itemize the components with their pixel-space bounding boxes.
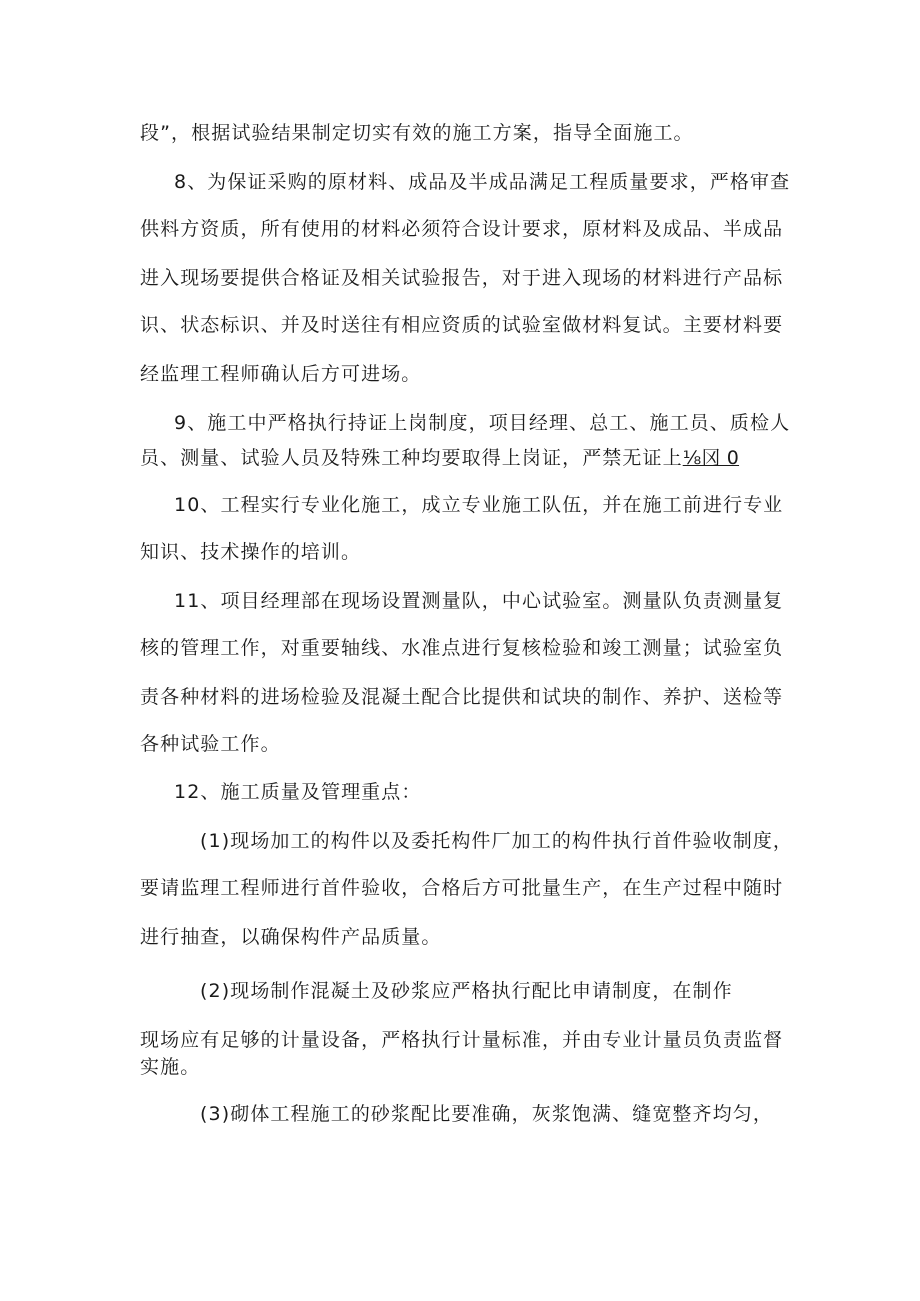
- paragraph-line: (1)现场加工的构件以及委托构件厂加工的构件执行首件验收制度，: [200, 830, 794, 852]
- paragraph-line: 10、工程实行专业化施工，成立专业施工队伍，并在施工前进行专业: [174, 494, 784, 516]
- paragraph-line: 进入现场要提供合格证及相关试验报告，对于进入现场的材料进行产品标: [140, 267, 784, 289]
- paragraph-line: 核的管理工作，对重要轴线、水准点进行复核检验和竣工测量；试验室负: [140, 637, 784, 659]
- paragraph-line: 12、施工质量及管理重点：: [174, 781, 422, 803]
- paragraph-line: 责各种材料的进场检验及混凝土配合比提供和试块的制作、养护、送检等: [140, 686, 784, 708]
- paragraph-line: 段”，根据试验结果制定切实有效的施工方案，指导全面施工。: [140, 122, 694, 144]
- paragraph-line: 知识、技术操作的培训。: [140, 541, 362, 563]
- paragraph-line: 识、状态标识、并及时送往有相应资质的试验室做材料复试。主要材料要: [140, 314, 784, 336]
- paragraph-line: (3)砌体工程施工的砂浆配比要准确，灰浆饱满、缝宽整齐均匀，: [200, 1103, 773, 1125]
- paragraph-line: 供料方资质，所有使用的材料必须符合设计要求，原材料及成品、半成品: [140, 218, 784, 240]
- paragraph-line: 8、为保证采购的原材料、成品及半成品满足工程质量要求，严格审查: [174, 171, 791, 193]
- paragraph-line: 经监理工程师确认后方可进场。: [140, 363, 422, 385]
- paragraph-line: 11、项目经理部在现场设置测量队，中心试验室。测量队负责测量复: [174, 590, 784, 612]
- paragraph-line: (2)现场制作混凝土及砂浆应严格执行配比申请制度，在制作: [200, 980, 733, 1002]
- paragraph-line: 实施。: [140, 1056, 201, 1078]
- garbled-text: ⅛冈 0: [682, 447, 740, 469]
- paragraph-line: 9、施工中严格执行持证上岗制度，项目经理、总工、施工员、质检人: [174, 412, 791, 434]
- paragraph-line: 各种试验工作。: [140, 733, 281, 755]
- paragraph-line: 进行抽查，以确保构件产品质量。: [140, 926, 442, 948]
- paragraph-line: [140, 446, 739, 470]
- paragraph-line: 现场应有足够的计量设备，严格执行计量标准，并由专业计量员负责监督: [140, 1029, 784, 1051]
- line-text: 员、测量、试验人员及特殊工种均要取得上岗证，严禁无证上: [140, 447, 683, 469]
- paragraph-line: 要请监理工程师进行首件验收，合格后方可批量生产，在生产过程中随时: [140, 877, 784, 899]
